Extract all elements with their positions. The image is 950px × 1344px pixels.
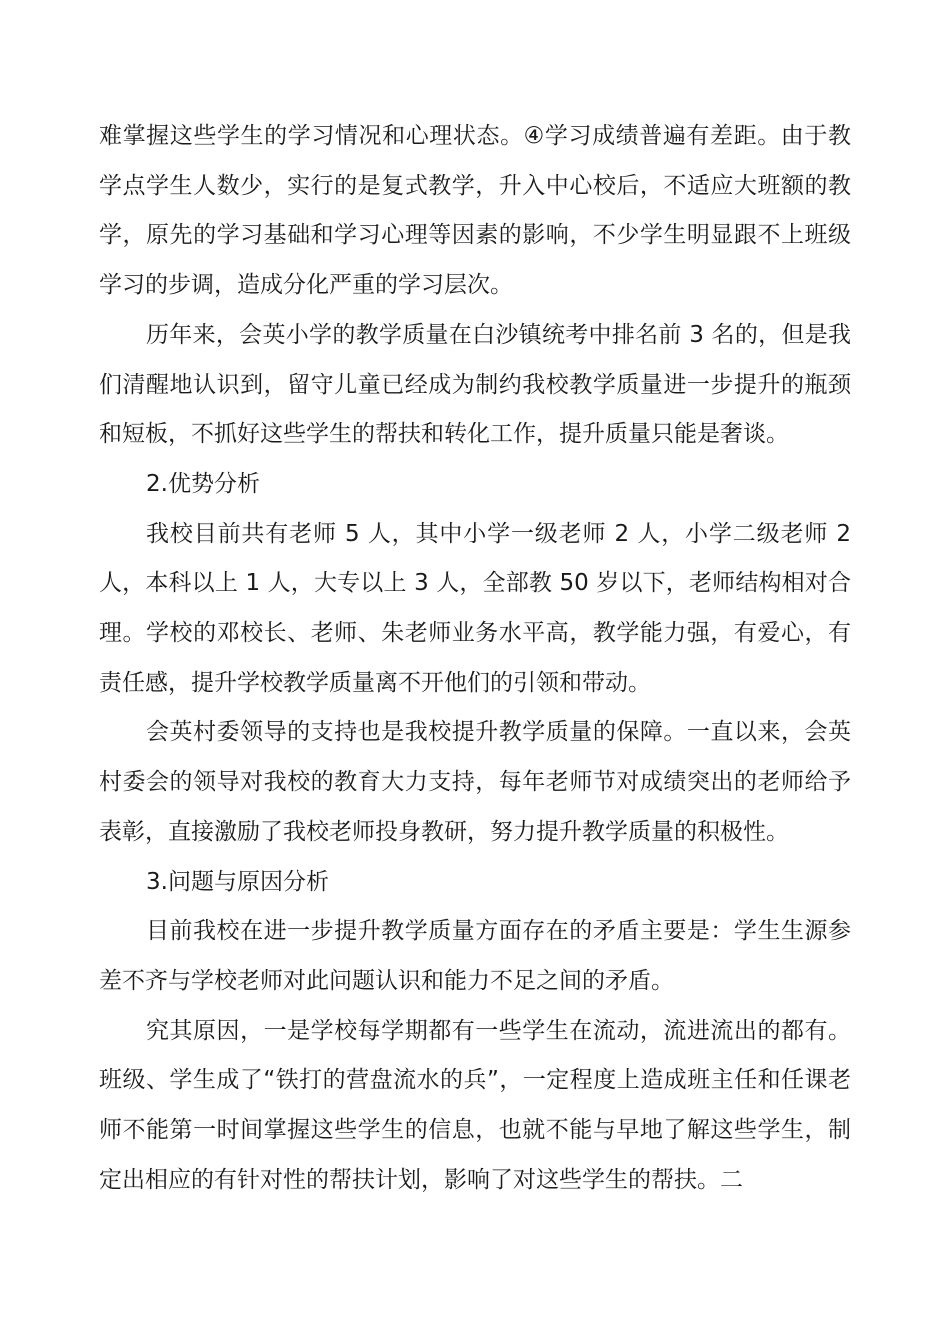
paragraph: 难掌握这些学生的学习情况和心理状态。④学习成绩普遍有差距。由于教学点学生人数少，实行的是复式教学，升入中心校后，不适应大班额的教学，原先的学习基础和学习心理等因素的影响，不少学生明显跟不上班级学习的步调，造成分化严重的学习层次。 xyxy=(99,123,851,299)
paragraph: 目前我校在进一步提升教学质量方面存在的矛盾主要是：学生生源参差不齐与学校老师对此问题认识和能力不足之间的矛盾。 xyxy=(99,918,851,994)
paragraph: 历年来，会英小学的教学质量在白沙镇统考中排名前 3 名的，但是我们清醒地认识到，留守儿童已经成为制约我校教学质量进一步提升的瓶颈和短板，不抓好这些学生的帮扶和转化工作，提升质量只能是奢谈。 xyxy=(99,321,851,448)
section-heading: 2.优势分析 xyxy=(146,470,260,497)
paragraph: 究其原因，一是学校每学期都有一些学生在流动，流进流出的都有。班级、学生成了“铁打的营盘流水的兵”，一定程度上造成班主任和任课老师不能第一时间掌握这些学生的信息，也就不能与早地了解这些学生，制定出相应的有针对性的帮扶计划，影响了对这些学生的帮扶。二 xyxy=(99,1017,851,1193)
paragraph: 会英村委领导的支持也是我校提升教学质量的保障。一直以来，会英村委会的领导对我校的教育大力支持，每年老师节对成绩突出的老师给予表彰，直接激励了我校老师投身教研，努力提升教学质量的积极性。 xyxy=(99,719,851,845)
paragraph: 我校目前共有老师 5 人，其中小学一级老师 2 人，小学二级老师 2 人，本科以上 1 人，大专以上 3 人，全部教 50 岁以下，老师结构相对合理。学校的邓校长、老师、朱老师业务水平高，教学能力强，有爱心，有责任感，提升学校教学质量离不开他们的引领和带动。 xyxy=(99,520,851,696)
document-page xyxy=(99,112,851,1205)
section-heading: 3.问题与原因分析 xyxy=(146,868,329,895)
